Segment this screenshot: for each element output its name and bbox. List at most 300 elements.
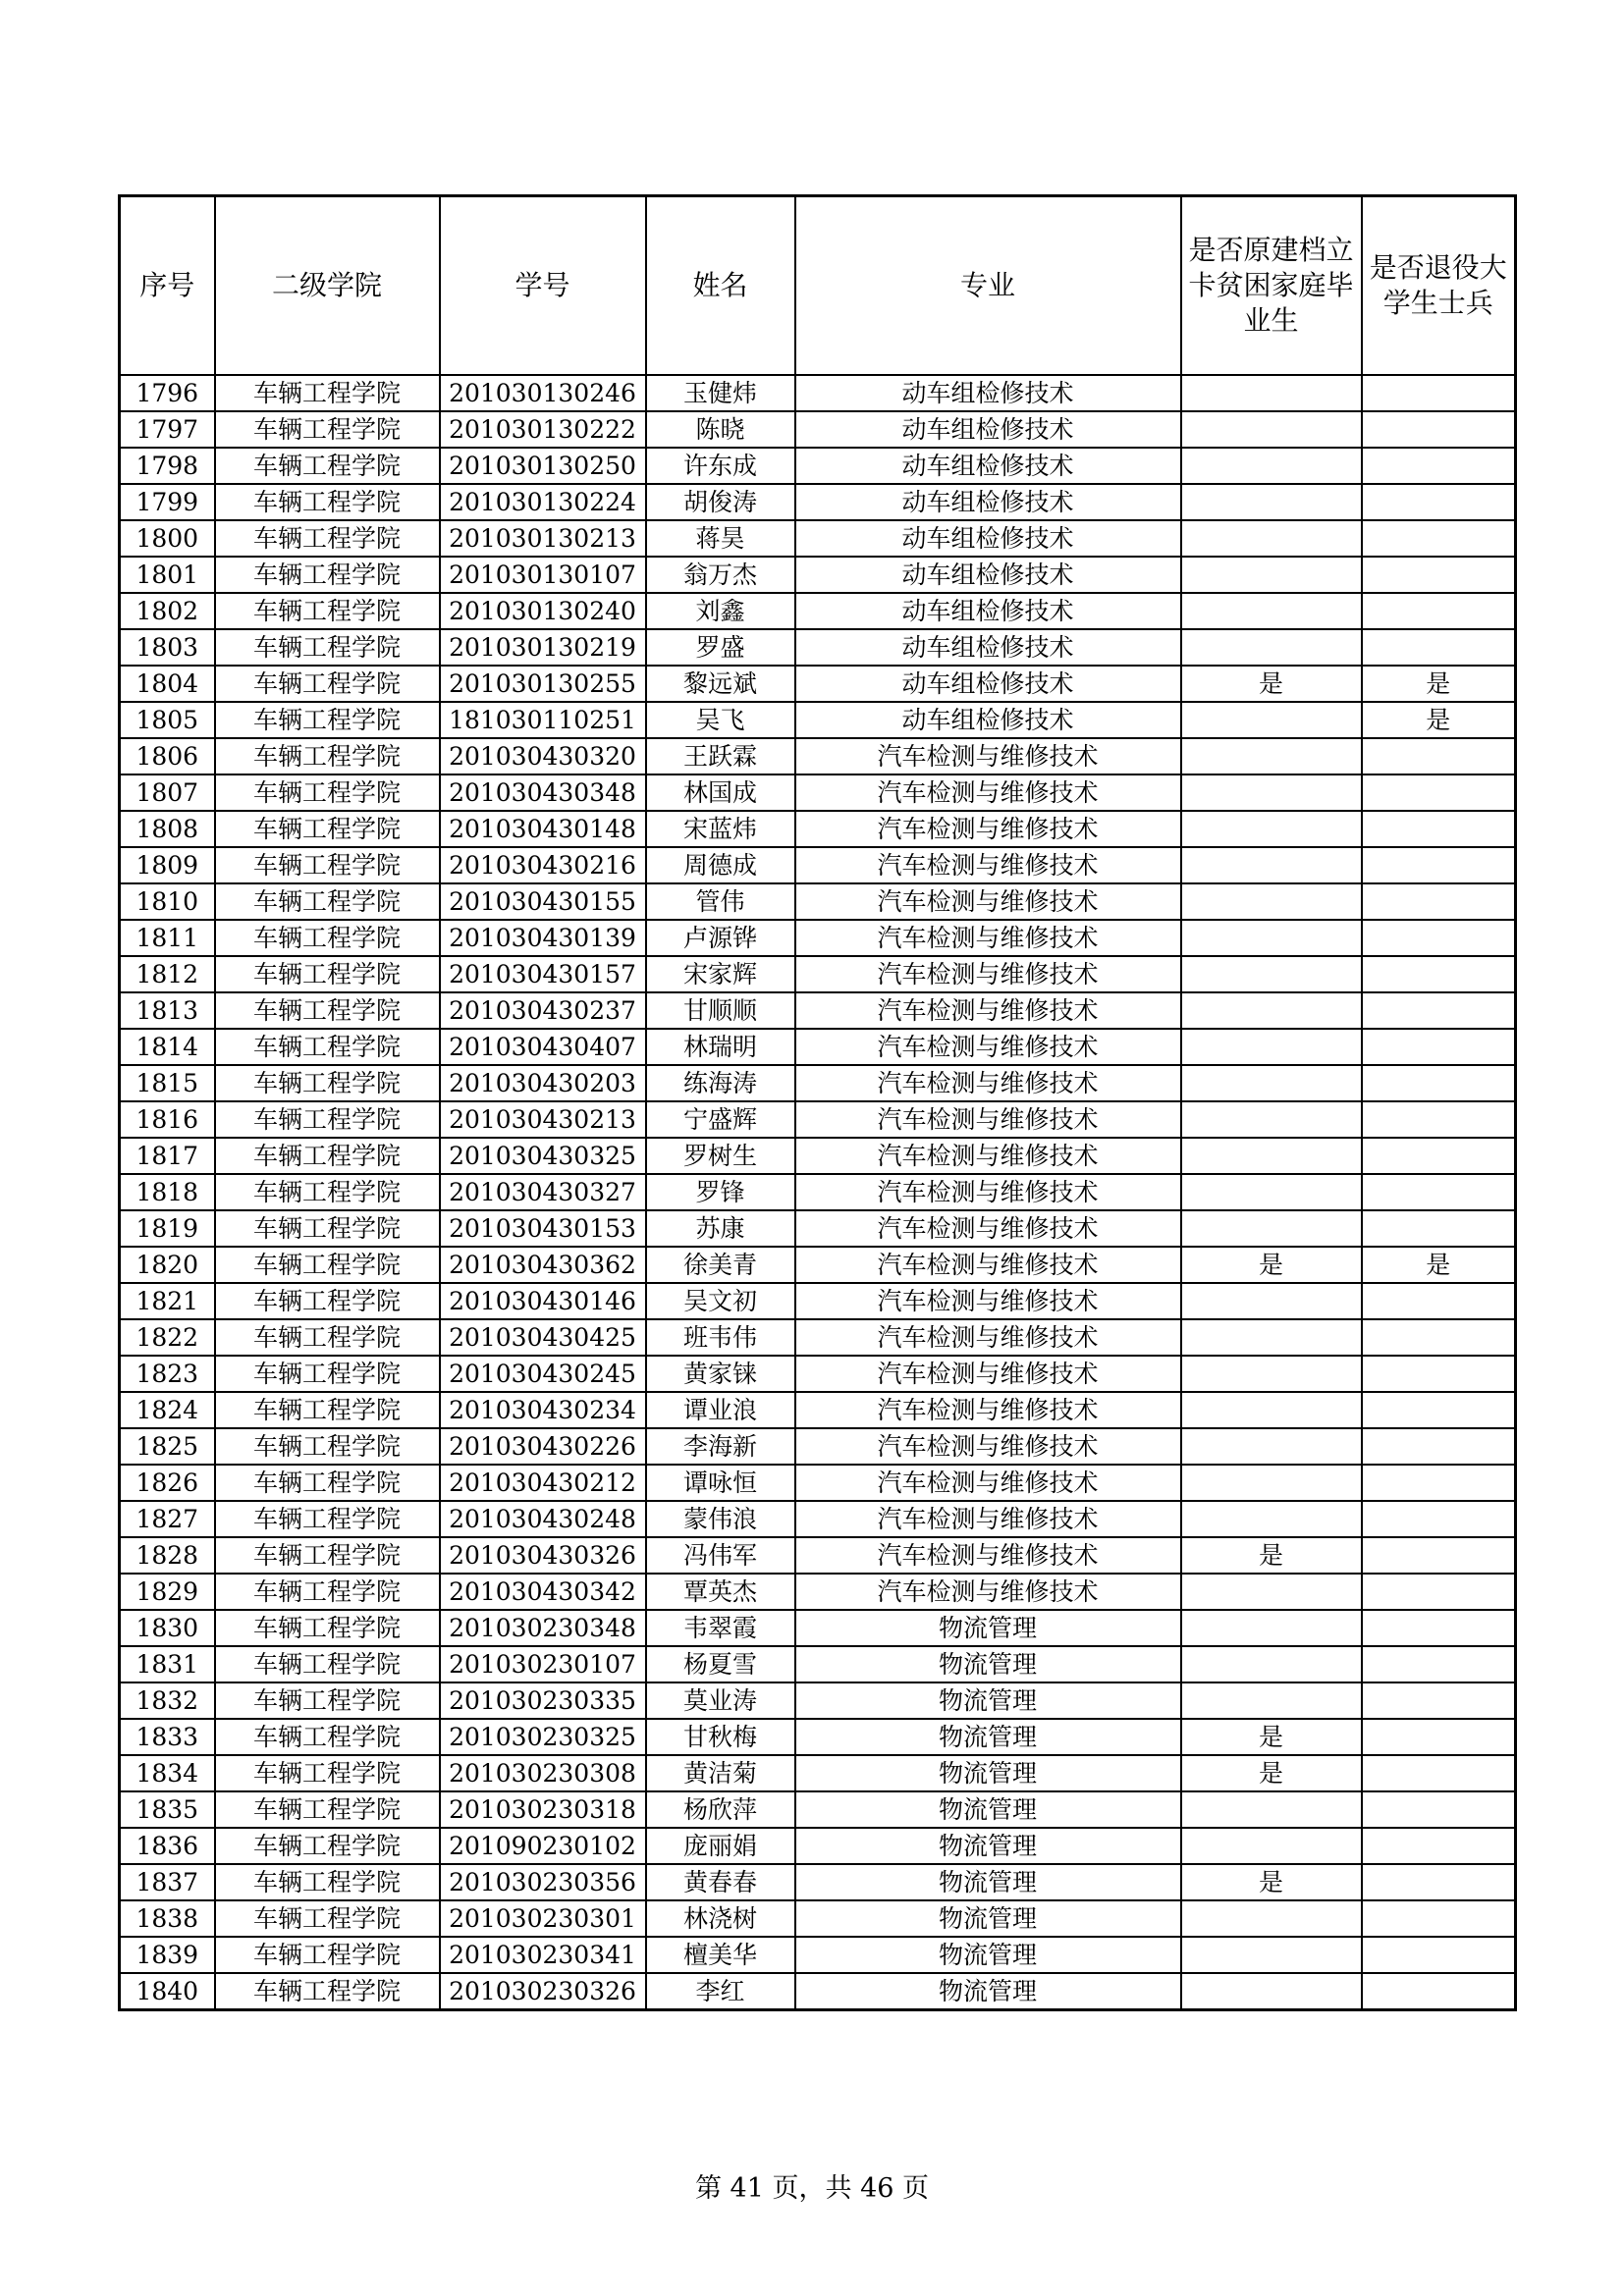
table-row xyxy=(120,520,1516,557)
table-row xyxy=(120,1174,1516,1210)
cell-seq: 1838 xyxy=(120,1900,215,1937)
table-row xyxy=(120,774,1516,811)
cell-college: 车辆工程学院 xyxy=(215,702,440,738)
cell-name: 杨欣萍 xyxy=(646,1791,795,1828)
header-college: 二级学院 xyxy=(215,196,440,376)
cell-poverty xyxy=(1181,1646,1362,1682)
cell-poverty xyxy=(1181,738,1362,774)
cell-name: 谭咏恒 xyxy=(646,1465,795,1501)
cell-seq: 1827 xyxy=(120,1501,215,1537)
cell-seq: 1809 xyxy=(120,847,215,883)
cell-poverty xyxy=(1181,1900,1362,1937)
cell-student-id: 201030430237 xyxy=(440,992,646,1029)
cell-seq: 1828 xyxy=(120,1537,215,1574)
cell-name: 黄家铼 xyxy=(646,1356,795,1392)
cell-name: 莫业涛 xyxy=(646,1682,795,1719)
table-row xyxy=(120,1537,1516,1574)
cell-poverty xyxy=(1181,1356,1362,1392)
cell-veteran xyxy=(1362,1900,1516,1937)
student-table xyxy=(118,194,1517,2011)
header-poverty: 是否原建档立卡贫困家庭毕业生 xyxy=(1181,196,1362,376)
cell-student-id: 201030430234 xyxy=(440,1392,646,1428)
cell-poverty xyxy=(1181,629,1362,666)
cell-major: 汽车检测与维修技术 xyxy=(795,1174,1181,1210)
table-row xyxy=(120,883,1516,920)
cell-college: 车辆工程学院 xyxy=(215,1465,440,1501)
cell-veteran xyxy=(1362,1864,1516,1900)
table-row xyxy=(120,1138,1516,1174)
cell-seq: 1822 xyxy=(120,1319,215,1356)
cell-poverty xyxy=(1181,557,1362,593)
cell-poverty xyxy=(1181,1937,1362,1973)
cell-major: 物流管理 xyxy=(795,1900,1181,1937)
cell-college: 车辆工程学院 xyxy=(215,1174,440,1210)
cell-college: 车辆工程学院 xyxy=(215,956,440,992)
cell-veteran xyxy=(1362,1682,1516,1719)
cell-veteran xyxy=(1362,1029,1516,1065)
cell-college: 车辆工程学院 xyxy=(215,629,440,666)
cell-student-id: 201030130246 xyxy=(440,375,646,411)
cell-major: 物流管理 xyxy=(795,1646,1181,1682)
cell-major: 汽车检测与维修技术 xyxy=(795,1465,1181,1501)
cell-veteran xyxy=(1362,1791,1516,1828)
table-row xyxy=(120,1755,1516,1791)
cell-student-id: 201030430155 xyxy=(440,883,646,920)
cell-poverty xyxy=(1181,484,1362,520)
cell-major: 汽车检测与维修技术 xyxy=(795,956,1181,992)
cell-seq: 1803 xyxy=(120,629,215,666)
cell-name: 李红 xyxy=(646,1973,795,2010)
cell-veteran xyxy=(1362,1537,1516,1574)
cell-seq: 1818 xyxy=(120,1174,215,1210)
cell-seq: 1799 xyxy=(120,484,215,520)
cell-student-id: 201030430139 xyxy=(440,920,646,956)
header-major: 专业 xyxy=(795,196,1181,376)
cell-major: 汽车检测与维修技术 xyxy=(795,992,1181,1029)
cell-college: 车辆工程学院 xyxy=(215,1428,440,1465)
cell-veteran xyxy=(1362,1428,1516,1465)
cell-seq: 1829 xyxy=(120,1574,215,1610)
table-row xyxy=(120,1864,1516,1900)
cell-name: 许东成 xyxy=(646,448,795,484)
table-row xyxy=(120,1210,1516,1247)
cell-seq: 1836 xyxy=(120,1828,215,1864)
cell-seq: 1807 xyxy=(120,774,215,811)
table-row xyxy=(120,411,1516,448)
cell-major: 汽车检测与维修技术 xyxy=(795,1428,1181,1465)
cell-seq: 1811 xyxy=(120,920,215,956)
cell-student-id: 201030430203 xyxy=(440,1065,646,1101)
cell-name: 吴飞 xyxy=(646,702,795,738)
cell-veteran xyxy=(1362,520,1516,557)
cell-major: 汽车检测与维修技术 xyxy=(795,847,1181,883)
cell-poverty: 是 xyxy=(1181,1755,1362,1791)
cell-seq: 1810 xyxy=(120,883,215,920)
cell-name: 玉健炜 xyxy=(646,375,795,411)
table-row xyxy=(120,1428,1516,1465)
cell-student-id: 201030230325 xyxy=(440,1719,646,1755)
cell-seq: 1831 xyxy=(120,1646,215,1682)
cell-college: 车辆工程学院 xyxy=(215,593,440,629)
cell-student-id: 201030130250 xyxy=(440,448,646,484)
cell-college: 车辆工程学院 xyxy=(215,920,440,956)
table-row xyxy=(120,956,1516,992)
cell-name: 宁盛辉 xyxy=(646,1101,795,1138)
cell-name: 罗盛 xyxy=(646,629,795,666)
cell-name: 覃英杰 xyxy=(646,1574,795,1610)
cell-poverty xyxy=(1181,883,1362,920)
cell-major: 汽车检测与维修技术 xyxy=(795,1065,1181,1101)
cell-student-id: 201030430342 xyxy=(440,1574,646,1610)
cell-major: 汽车检测与维修技术 xyxy=(795,1501,1181,1537)
cell-seq: 1833 xyxy=(120,1719,215,1755)
cell-student-id: 201030130222 xyxy=(440,411,646,448)
cell-college: 车辆工程学院 xyxy=(215,1319,440,1356)
cell-poverty xyxy=(1181,1574,1362,1610)
cell-name: 甘秋梅 xyxy=(646,1719,795,1755)
cell-student-id: 201030430245 xyxy=(440,1356,646,1392)
cell-student-id: 201030230356 xyxy=(440,1864,646,1900)
table-row xyxy=(120,1029,1516,1065)
cell-veteran xyxy=(1362,1174,1516,1210)
cell-name: 罗锋 xyxy=(646,1174,795,1210)
cell-poverty xyxy=(1181,1101,1362,1138)
table-row xyxy=(120,920,1516,956)
cell-college: 车辆工程学院 xyxy=(215,1719,440,1755)
cell-seq: 1797 xyxy=(120,411,215,448)
cell-college: 车辆工程学院 xyxy=(215,1610,440,1646)
cell-seq: 1825 xyxy=(120,1428,215,1465)
cell-seq: 1820 xyxy=(120,1247,215,1283)
cell-seq: 1837 xyxy=(120,1864,215,1900)
cell-veteran xyxy=(1362,847,1516,883)
cell-major: 汽车检测与维修技术 xyxy=(795,1574,1181,1610)
cell-college: 车辆工程学院 xyxy=(215,847,440,883)
cell-name: 刘鑫 xyxy=(646,593,795,629)
cell-name: 蒋昊 xyxy=(646,520,795,557)
table-row xyxy=(120,1392,1516,1428)
table-row xyxy=(120,593,1516,629)
cell-college: 车辆工程学院 xyxy=(215,1682,440,1719)
table-row xyxy=(120,1319,1516,1356)
cell-name: 练海涛 xyxy=(646,1065,795,1101)
cell-student-id: 201030230341 xyxy=(440,1937,646,1973)
cell-major: 动车组检修技术 xyxy=(795,411,1181,448)
cell-poverty xyxy=(1181,1283,1362,1319)
table-row xyxy=(120,1828,1516,1864)
cell-name: 林瑞明 xyxy=(646,1029,795,1065)
cell-major: 汽车检测与维修技术 xyxy=(795,1356,1181,1392)
table-row xyxy=(120,1065,1516,1101)
cell-seq: 1830 xyxy=(120,1610,215,1646)
cell-veteran xyxy=(1362,1646,1516,1682)
cell-student-id: 201030430407 xyxy=(440,1029,646,1065)
table-row xyxy=(120,738,1516,774)
cell-seq: 1817 xyxy=(120,1138,215,1174)
cell-veteran xyxy=(1362,956,1516,992)
cell-seq: 1801 xyxy=(120,557,215,593)
cell-poverty xyxy=(1181,1065,1362,1101)
cell-student-id: 201030130240 xyxy=(440,593,646,629)
cell-poverty: 是 xyxy=(1181,666,1362,702)
cell-poverty xyxy=(1181,375,1362,411)
cell-college: 车辆工程学院 xyxy=(215,1356,440,1392)
cell-veteran xyxy=(1362,1610,1516,1646)
cell-poverty xyxy=(1181,1138,1362,1174)
cell-seq: 1832 xyxy=(120,1682,215,1719)
cell-poverty xyxy=(1181,1791,1362,1828)
cell-major: 物流管理 xyxy=(795,1719,1181,1755)
cell-name: 林国成 xyxy=(646,774,795,811)
cell-name: 庞丽娟 xyxy=(646,1828,795,1864)
cell-student-id: 201030430327 xyxy=(440,1174,646,1210)
table-row xyxy=(120,1900,1516,1937)
header-student-id: 学号 xyxy=(440,196,646,376)
cell-college: 车辆工程学院 xyxy=(215,811,440,847)
cell-major: 汽车检测与维修技术 xyxy=(795,738,1181,774)
cell-poverty xyxy=(1181,1392,1362,1428)
table-row xyxy=(120,1101,1516,1138)
cell-student-id: 201030130224 xyxy=(440,484,646,520)
cell-name: 李海新 xyxy=(646,1428,795,1465)
cell-college: 车辆工程学院 xyxy=(215,1210,440,1247)
table-row xyxy=(120,992,1516,1029)
cell-name: 黄洁菊 xyxy=(646,1755,795,1791)
cell-student-id: 201030430212 xyxy=(440,1465,646,1501)
table-row xyxy=(120,811,1516,847)
cell-college: 车辆工程学院 xyxy=(215,1937,440,1973)
cell-name: 檀美华 xyxy=(646,1937,795,1973)
cell-poverty xyxy=(1181,1465,1362,1501)
cell-veteran xyxy=(1362,1719,1516,1755)
cell-college: 车辆工程学院 xyxy=(215,448,440,484)
cell-name: 王跃霖 xyxy=(646,738,795,774)
cell-name: 胡俊涛 xyxy=(646,484,795,520)
cell-veteran xyxy=(1362,1937,1516,1973)
cell-college: 车辆工程学院 xyxy=(215,992,440,1029)
cell-student-id: 201030430226 xyxy=(440,1428,646,1465)
cell-poverty xyxy=(1181,411,1362,448)
cell-major: 汽车检测与维修技术 xyxy=(795,1247,1181,1283)
cell-college: 车辆工程学院 xyxy=(215,1828,440,1864)
cell-seq: 1824 xyxy=(120,1392,215,1428)
cell-name: 黄春春 xyxy=(646,1864,795,1900)
cell-name: 黎远斌 xyxy=(646,666,795,702)
cell-major: 汽车检测与维修技术 xyxy=(795,1029,1181,1065)
cell-poverty xyxy=(1181,847,1362,883)
cell-student-id: 201030130213 xyxy=(440,520,646,557)
cell-major: 动车组检修技术 xyxy=(795,484,1181,520)
cell-college: 车辆工程学院 xyxy=(215,1392,440,1428)
cell-student-id: 201030430348 xyxy=(440,774,646,811)
table-row xyxy=(120,1356,1516,1392)
cell-veteran xyxy=(1362,1101,1516,1138)
cell-veteran xyxy=(1362,1065,1516,1101)
cell-veteran xyxy=(1362,920,1516,956)
cell-seq: 1826 xyxy=(120,1465,215,1501)
cell-major: 动车组检修技术 xyxy=(795,448,1181,484)
cell-college: 车辆工程学院 xyxy=(215,1501,440,1537)
cell-poverty xyxy=(1181,1973,1362,2010)
cell-student-id: 201030130107 xyxy=(440,557,646,593)
cell-seq: 1805 xyxy=(120,702,215,738)
cell-veteran xyxy=(1362,1755,1516,1791)
cell-major: 汽车检测与维修技术 xyxy=(795,1283,1181,1319)
table-row xyxy=(120,1247,1516,1283)
cell-seq: 1800 xyxy=(120,520,215,557)
cell-name: 甘顺顺 xyxy=(646,992,795,1029)
cell-student-id: 201030430153 xyxy=(440,1210,646,1247)
cell-poverty xyxy=(1181,920,1362,956)
cell-poverty xyxy=(1181,1029,1362,1065)
cell-veteran: 是 xyxy=(1362,1247,1516,1283)
cell-major: 汽车检测与维修技术 xyxy=(795,774,1181,811)
cell-college: 车辆工程学院 xyxy=(215,1574,440,1610)
cell-college: 车辆工程学院 xyxy=(215,1900,440,1937)
cell-major: 动车组检修技术 xyxy=(795,593,1181,629)
cell-student-id: 201030430216 xyxy=(440,847,646,883)
cell-veteran xyxy=(1362,1973,1516,2010)
cell-name: 徐美青 xyxy=(646,1247,795,1283)
cell-veteran xyxy=(1362,738,1516,774)
cell-student-id: 201030230308 xyxy=(440,1755,646,1791)
cell-college: 车辆工程学院 xyxy=(215,1138,440,1174)
cell-college: 车辆工程学院 xyxy=(215,1065,440,1101)
cell-name: 卢源铧 xyxy=(646,920,795,956)
cell-poverty xyxy=(1181,1828,1362,1864)
cell-poverty xyxy=(1181,1501,1362,1537)
cell-major: 物流管理 xyxy=(795,1610,1181,1646)
cell-major: 汽车检测与维修技术 xyxy=(795,883,1181,920)
table-row xyxy=(120,1937,1516,1973)
cell-college: 车辆工程学院 xyxy=(215,1973,440,2010)
cell-poverty xyxy=(1181,956,1362,992)
cell-seq: 1839 xyxy=(120,1937,215,1973)
cell-seq: 1835 xyxy=(120,1791,215,1828)
cell-major: 动车组检修技术 xyxy=(795,520,1181,557)
header-row xyxy=(120,196,1516,376)
cell-name: 周德成 xyxy=(646,847,795,883)
cell-college: 车辆工程学院 xyxy=(215,774,440,811)
cell-major: 汽车检测与维修技术 xyxy=(795,1392,1181,1428)
cell-college: 车辆工程学院 xyxy=(215,1283,440,1319)
cell-college: 车辆工程学院 xyxy=(215,1101,440,1138)
cell-college: 车辆工程学院 xyxy=(215,1247,440,1283)
cell-name: 翁万杰 xyxy=(646,557,795,593)
cell-seq: 1804 xyxy=(120,666,215,702)
cell-seq: 1823 xyxy=(120,1356,215,1392)
cell-seq: 1821 xyxy=(120,1283,215,1319)
cell-college: 车辆工程学院 xyxy=(215,883,440,920)
cell-college: 车辆工程学院 xyxy=(215,1537,440,1574)
cell-student-id: 201030430148 xyxy=(440,811,646,847)
table-row xyxy=(120,666,1516,702)
cell-poverty xyxy=(1181,774,1362,811)
cell-student-id: 201030230301 xyxy=(440,1900,646,1937)
table-row xyxy=(120,1610,1516,1646)
cell-veteran xyxy=(1362,774,1516,811)
cell-name: 苏康 xyxy=(646,1210,795,1247)
cell-student-id: 201030430213 xyxy=(440,1101,646,1138)
cell-major: 动车组检修技术 xyxy=(795,557,1181,593)
cell-major: 动车组检修技术 xyxy=(795,702,1181,738)
cell-college: 车辆工程学院 xyxy=(215,1029,440,1065)
cell-name: 杨夏雪 xyxy=(646,1646,795,1682)
cell-veteran xyxy=(1362,1283,1516,1319)
cell-major: 汽车检测与维修技术 xyxy=(795,1101,1181,1138)
cell-major: 物流管理 xyxy=(795,1937,1181,1973)
cell-major: 汽车检测与维修技术 xyxy=(795,1537,1181,1574)
cell-veteran xyxy=(1362,448,1516,484)
cell-student-id: 201030430320 xyxy=(440,738,646,774)
table-row xyxy=(120,1719,1516,1755)
cell-poverty xyxy=(1181,593,1362,629)
cell-student-id: 201030230326 xyxy=(440,1973,646,2010)
cell-major: 物流管理 xyxy=(795,1973,1181,2010)
header-name: 姓名 xyxy=(646,196,795,376)
cell-major: 物流管理 xyxy=(795,1682,1181,1719)
cell-veteran xyxy=(1362,992,1516,1029)
cell-student-id: 181030110251 xyxy=(440,702,646,738)
cell-poverty xyxy=(1181,448,1362,484)
cell-student-id: 201030430146 xyxy=(440,1283,646,1319)
cell-veteran xyxy=(1362,375,1516,411)
cell-veteran xyxy=(1362,1138,1516,1174)
cell-name: 林浇树 xyxy=(646,1900,795,1937)
cell-major: 物流管理 xyxy=(795,1755,1181,1791)
cell-veteran xyxy=(1362,484,1516,520)
cell-seq: 1802 xyxy=(120,593,215,629)
cell-seq: 1834 xyxy=(120,1755,215,1791)
cell-veteran xyxy=(1362,1356,1516,1392)
cell-seq: 1812 xyxy=(120,956,215,992)
cell-college: 车辆工程学院 xyxy=(215,375,440,411)
cell-student-id: 201030130255 xyxy=(440,666,646,702)
cell-name: 谭业浪 xyxy=(646,1392,795,1428)
cell-name: 管伟 xyxy=(646,883,795,920)
cell-seq: 1798 xyxy=(120,448,215,484)
table-row xyxy=(120,557,1516,593)
cell-major: 汽车检测与维修技术 xyxy=(795,920,1181,956)
cell-poverty xyxy=(1181,702,1362,738)
cell-name: 韦翠霞 xyxy=(646,1610,795,1646)
cell-college: 车辆工程学院 xyxy=(215,1864,440,1900)
cell-veteran xyxy=(1362,411,1516,448)
cell-poverty xyxy=(1181,992,1362,1029)
cell-veteran xyxy=(1362,1465,1516,1501)
cell-college: 车辆工程学院 xyxy=(215,1646,440,1682)
table-row xyxy=(120,1283,1516,1319)
cell-student-id: 201030430362 xyxy=(440,1247,646,1283)
cell-veteran xyxy=(1362,1392,1516,1428)
cell-college: 车辆工程学院 xyxy=(215,1755,440,1791)
cell-student-id: 201090230102 xyxy=(440,1828,646,1864)
cell-major: 汽车检测与维修技术 xyxy=(795,1210,1181,1247)
cell-name: 宋家辉 xyxy=(646,956,795,992)
cell-veteran xyxy=(1362,1828,1516,1864)
cell-student-id: 201030230348 xyxy=(440,1610,646,1646)
cell-seq: 1815 xyxy=(120,1065,215,1101)
header-seq: 序号 xyxy=(120,196,215,376)
cell-name: 陈晓 xyxy=(646,411,795,448)
cell-college: 车辆工程学院 xyxy=(215,1791,440,1828)
cell-poverty xyxy=(1181,1428,1362,1465)
cell-veteran: 是 xyxy=(1362,666,1516,702)
table-row xyxy=(120,1682,1516,1719)
cell-veteran xyxy=(1362,1574,1516,1610)
table-row xyxy=(120,1646,1516,1682)
cell-seq: 1808 xyxy=(120,811,215,847)
